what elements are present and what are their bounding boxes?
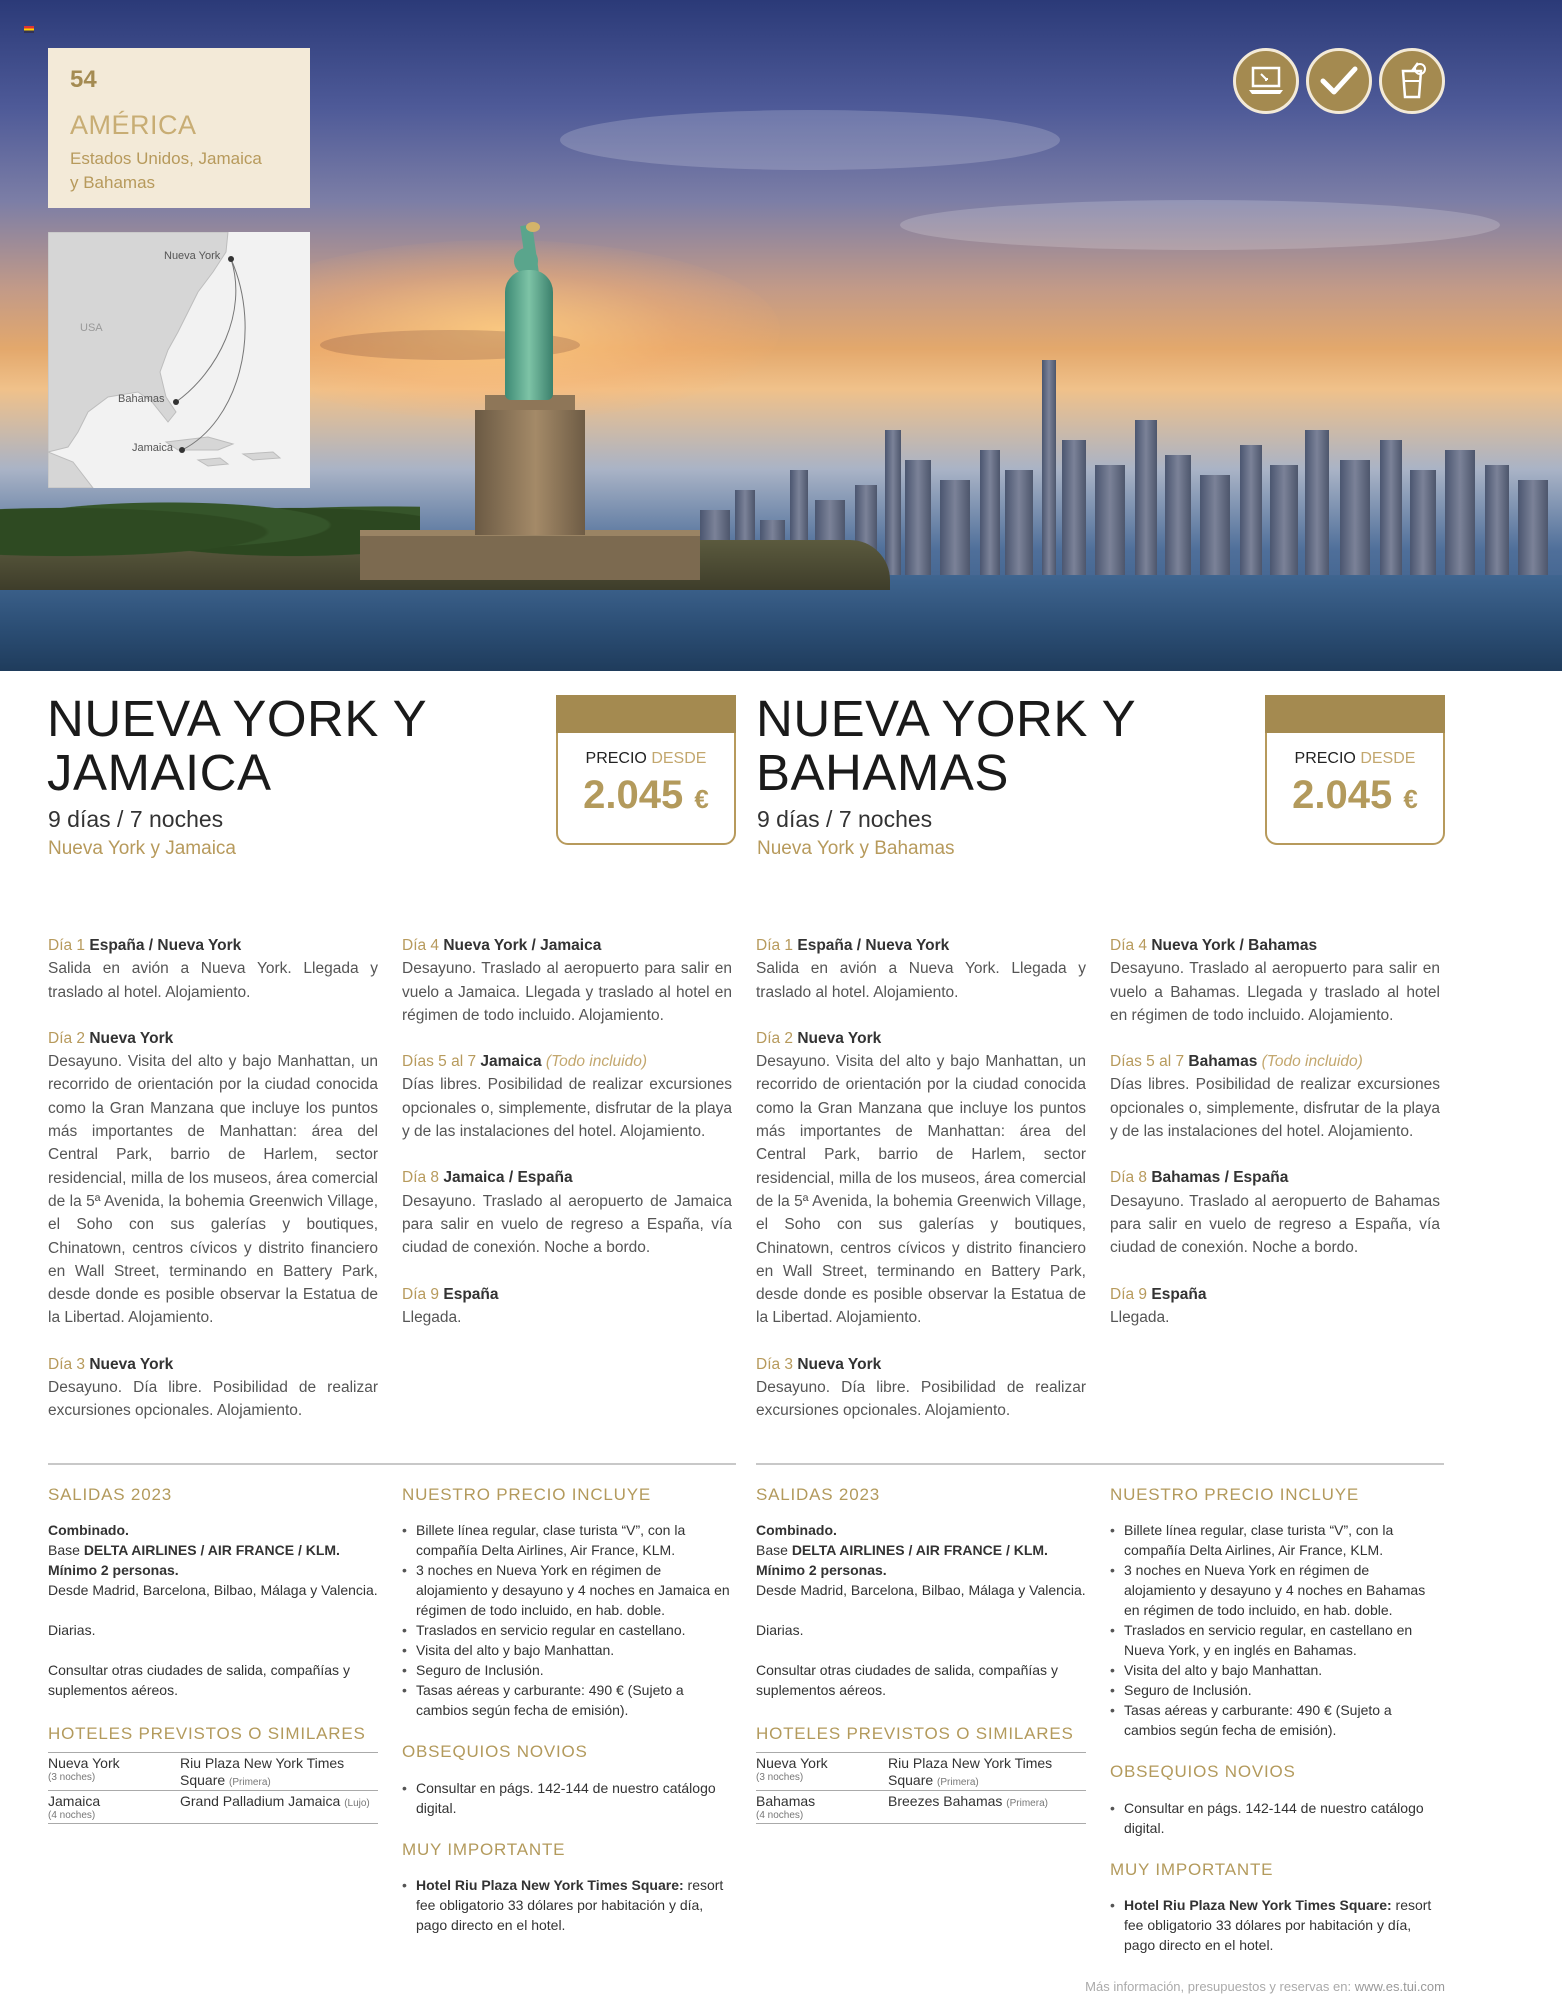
trees — [0, 490, 420, 560]
day-title: Nueva York / Bahamas — [1151, 937, 1318, 954]
day-number: Día 2 — [756, 1029, 798, 1047]
building — [1485, 465, 1509, 580]
trip1-duration: 9 días / 7 noches — [48, 806, 224, 832]
day-text: Desayuno. Día libre. Posibilidad de realizar excursiones opcionales. Alojamiento. — [756, 1379, 1086, 1420]
day-number: Día 3 — [756, 1355, 798, 1373]
day-number: Día 8 — [402, 1169, 444, 1187]
incluye-list — [402, 1520, 732, 1720]
price-value: 2.045 — [1292, 773, 1393, 817]
day-heading — [756, 1027, 1086, 1050]
trip2-incluye — [1110, 1483, 1440, 1955]
day-text: Desayuno. Traslado al aeropuerto para salir en vuelo a Bahamas. Llegada y traslado al hotel en régimen de todo incluido. Alojamiento. — [1110, 960, 1440, 1024]
itinerary-day — [402, 934, 732, 1027]
day-text: Desayuno. Visita del alto y bajo Manhattan, un recorrido de orientación por la ciudad conocida como la Gran Manzana que incluye los puntos más importantes de Manhattan: área del Central Park, barrio de Harlem, sector residencial, milla de los museos, área comercial de la 5ª Avenida, la bohemia Greenwich Village, el Soho con sus galerías y boutiques, Chinatown, centros cívicos y distrito financiero en Wall Street, terminando en Battery Park, desde donde es posible observar la Estatua de la Libertad. Alojamiento. — [756, 1053, 1086, 1327]
hoteles-heading: HOTELES PREVISTOS O SIMILARES — [756, 1724, 1074, 1744]
flag-icon — [24, 26, 34, 33]
itinerary-day — [756, 1353, 1086, 1423]
hotel-city: Bahamas (4 noches) — [756, 1790, 888, 1823]
building — [1305, 430, 1329, 580]
day-title: Nueva York / Jamaica — [443, 937, 602, 954]
divider — [756, 1463, 1444, 1465]
day-text: Desayuno. Traslado al aeropuerto de Jamaica para salir en vuelo de regreso a España, vía ciudad de conexión. Noche a bordo. — [402, 1192, 732, 1257]
building — [1270, 465, 1298, 580]
building — [1518, 480, 1548, 580]
cocktail-icon — [1379, 48, 1445, 114]
importante-heading: MUY IMPORTANTE — [1110, 1859, 1274, 1879]
day-heading — [1110, 1283, 1440, 1306]
hotel-name: Breezes Bahamas (Primera) — [888, 1790, 1086, 1823]
day-heading — [402, 1283, 732, 1306]
table-row — [48, 1752, 378, 1790]
trip1-incluye — [402, 1483, 732, 1935]
day-text: Salida en avión a Nueva York. Llegada y traslado al hotel. Alojamiento. — [48, 960, 378, 1001]
price-desde: DESDE — [651, 750, 707, 767]
list-item: • Traslados en servicio regular, en castellano en Nueva York, y en inglés en Bahamas. — [1110, 1620, 1440, 1660]
statue-torch — [526, 222, 540, 232]
itinerary-day — [402, 1050, 732, 1143]
day-heading — [756, 934, 1086, 957]
divider — [48, 1463, 736, 1465]
day-text: Salida en avión a Nueva York. Llegada y traslado al hotel. Alojamiento. — [756, 960, 1086, 1001]
footer-link[interactable]: www.es.tui.com — [1354, 1979, 1445, 1994]
hotel-name: Riu Plaza New York Times Square (Primera) — [888, 1752, 1086, 1790]
trip1-title: NUEVA YORK Y JAMAICA — [47, 690, 428, 801]
trip2-itinerary-col2 — [1110, 934, 1440, 1352]
itinerary-day — [1110, 1283, 1440, 1330]
day-number: Días 5 al 7 — [402, 1053, 481, 1071]
itinerary-day — [48, 1027, 378, 1330]
incluye-list — [1110, 1520, 1440, 1740]
day-number: Día 8 — [1110, 1169, 1152, 1187]
itinerary-day — [402, 1166, 732, 1259]
day-title: Bahamas / España — [1151, 1169, 1289, 1187]
day-heading — [1110, 934, 1440, 957]
day-number: Día 2 — [48, 1029, 90, 1047]
list-item: • Traslados en servicio regular en castellano. — [402, 1620, 732, 1640]
list-item: • Seguro de Inclusión. — [1110, 1680, 1440, 1700]
table-row — [756, 1752, 1086, 1790]
itinerary-day — [402, 1283, 732, 1330]
trip2-itinerary-col1 — [756, 934, 1086, 1446]
day-heading — [756, 1353, 1086, 1376]
table-row — [48, 1790, 378, 1823]
building — [1095, 465, 1125, 580]
day-number: Día 1 — [48, 937, 90, 954]
page-number: 54 — [70, 66, 97, 93]
building — [905, 460, 931, 580]
map-label-bahamas: Bahamas — [118, 393, 165, 405]
itinerary-day — [1110, 934, 1440, 1027]
day-text: Llegada. — [402, 1308, 462, 1326]
list-item: • Tasas aéreas y carburante: 490 € (Sujeto a cambios según fecha de emisión). — [402, 1680, 732, 1720]
day-heading — [402, 1166, 732, 1189]
obsequios-list — [1110, 1798, 1440, 1838]
price-currency: € — [694, 784, 709, 814]
building — [1165, 455, 1191, 580]
subregion: Estados Unidos, Jamaica y Bahamas — [70, 149, 262, 192]
importante-list: • Hotel Riu Plaza New York Times Square: resort fee obligatorio 33 dólares por habitación y día, pago directo en el hotel. — [1110, 1895, 1440, 1955]
hotel-city: Nueva York (3 noches) — [48, 1752, 180, 1790]
list-item: • 3 noches en Nueva York en régimen de alojamiento y desayuno y 4 noches en Jamaica en régimen de todo incluido, en hab. doble. — [402, 1560, 732, 1620]
check-icon — [1306, 48, 1372, 114]
day-number: Día 1 — [756, 937, 798, 954]
trip2-salidas: SALIDAS 2023 Combinado. Base DELTA AIRLINES / AIR FRANCE / KLM. Mínimo 2 personas. Desde Madrid, Barcelona, Bilbao, Málaga y Valencia. Diarias. Consultar otras ciudades de salida, compañías y suplementos aéreos. HOTELES PREVISTOS O SIMILARES Nueva York (3 noches) Riu Plaza New York Times Square (Primera) Bahamas (4 noches) Breezes Bahamas (Primera) — [756, 1483, 1086, 1824]
obsequios-list — [402, 1778, 732, 1818]
price-label: PRECIO — [1294, 750, 1356, 767]
laptop-icon — [1233, 48, 1299, 114]
day-title: Bahamas — [1188, 1053, 1258, 1071]
day-text: Desayuno. Traslado al aeropuerto de Bahamas para salir en vuelo de regreso a España, vía ciudad de conexión. Noche a bordo. — [1110, 1192, 1440, 1257]
obsequios-heading: OBSEQUIOS NOVIOS — [1110, 1762, 1296, 1782]
table-row — [756, 1790, 1086, 1823]
hoteles-heading: HOTELES PREVISTOS O SIMILARES — [48, 1724, 366, 1744]
building — [1445, 450, 1475, 580]
trip1-price-box — [556, 695, 736, 845]
trip2-hotels-table — [756, 1752, 1086, 1824]
day-note: (Todo incluido) — [1257, 1053, 1363, 1071]
day-heading — [48, 1353, 378, 1376]
day-number: Día 4 — [1110, 937, 1152, 954]
map-label-newyork: Nueva York — [164, 250, 221, 262]
price-label: PRECIO — [585, 750, 647, 767]
page-header-box — [48, 48, 310, 208]
day-title: Jamaica / España — [443, 1169, 573, 1187]
list-item: • Consultar en págs. 142-144 de nuestro catálogo digital. — [402, 1778, 732, 1818]
salidas-heading: SALIDAS 2023 — [756, 1485, 880, 1504]
day-title: Jamaica — [480, 1053, 542, 1071]
cloud — [900, 200, 1500, 250]
day-title: Nueva York — [89, 1029, 174, 1047]
fort-base — [360, 530, 700, 580]
hotel-name: Grand Palladium Jamaica (Lujo) — [180, 1790, 378, 1823]
price-value: 2.045 — [583, 773, 684, 817]
day-title: Nueva York — [89, 1355, 174, 1373]
itinerary-day — [756, 934, 1086, 1004]
day-number: Días 5 al 7 — [1110, 1053, 1189, 1071]
list-item: • Visita del alto y bajo Manhattan. — [1110, 1660, 1440, 1680]
trip2-title: NUEVA YORK Y BAHAMAS — [756, 690, 1137, 801]
map-label-usa: USA — [80, 322, 103, 334]
day-title: España — [443, 1285, 499, 1303]
day-title: España / Nueva York — [89, 937, 242, 954]
day-title: Nueva York — [797, 1029, 882, 1047]
list-item: • Consultar en págs. 142-144 de nuestro catálogo digital. — [1110, 1798, 1440, 1838]
day-number: Día 4 — [402, 937, 444, 954]
statue-of-liberty — [505, 270, 553, 400]
building — [940, 480, 970, 580]
building — [885, 430, 901, 580]
day-note: (Todo incluido) — [541, 1053, 648, 1071]
trip2-duration: 9 días / 7 noches — [757, 806, 933, 832]
day-heading — [48, 1027, 378, 1050]
building — [1340, 460, 1370, 580]
building — [1380, 440, 1402, 580]
incluye-heading: NUESTRO PRECIO INCLUYE — [1110, 1485, 1360, 1504]
building — [1200, 475, 1230, 580]
incluye-heading: NUESTRO PRECIO INCLUYE — [402, 1485, 652, 1504]
obsequios-heading: OBSEQUIOS NOVIOS — [402, 1742, 588, 1762]
day-text: Desayuno. Visita del alto y bajo Manhattan, un recorrido de orientación por la ciudad conocida como la Gran Manzana que incluye los puntos más importantes de Manhattan: área del Central Park, barrio de Harlem, sector residencial, milla de los museos, área comercial de la 5ª Avenida, la bohemia Greenwich Village, el Soho con sus galerías y boutiques, Chinatown, centros cívicos y distrito financiero en Wall Street, terminando en Battery Park, desde donde es posible observar la Estatua de la Libertad. Alojamiento. — [48, 1053, 378, 1327]
list-item: • Tasas aéreas y carburante: 490 € (Sujeto a cambios según fecha de emisión). — [1110, 1700, 1440, 1740]
footer: Más información, presupuestos y reservas en: www.es.tui.com — [1085, 1979, 1445, 1994]
day-number: Día 9 — [1110, 1285, 1152, 1303]
hotel-city: Jamaica (4 noches) — [48, 1790, 180, 1823]
building — [1005, 470, 1033, 580]
itinerary-day — [48, 1353, 378, 1423]
day-heading — [402, 1050, 732, 1073]
price-desde: DESDE — [1360, 750, 1416, 767]
building — [980, 450, 1000, 580]
day-heading — [1110, 1050, 1440, 1073]
region-title: AMÉRICA — [70, 110, 197, 140]
day-title: Nueva York — [797, 1355, 882, 1373]
day-number: Día 3 — [48, 1355, 90, 1373]
building — [1240, 445, 1262, 580]
day-text: Desayuno. Día libre. Posibilidad de realizar excursiones opcionales. Alojamiento. — [48, 1379, 378, 1420]
list-item: • Billete línea regular, clase turista “V”, con la compañía Delta Airlines, Air France, KLM. — [1110, 1520, 1440, 1560]
price-currency: € — [1403, 784, 1418, 814]
building — [1410, 470, 1436, 580]
importante-list: • Hotel Riu Plaza New York Times Square: resort fee obligatorio 33 dólares por habitación y día, pago directo en el hotel. — [402, 1875, 732, 1935]
trip1-itinerary-col2 — [402, 934, 732, 1352]
building — [1135, 420, 1157, 580]
itinerary-day — [48, 934, 378, 1004]
salidas-heading: SALIDAS 2023 — [48, 1485, 172, 1504]
day-number: Día 9 — [402, 1285, 444, 1303]
day-heading — [402, 934, 732, 957]
importante-heading: MUY IMPORTANTE — [402, 1839, 566, 1859]
map-label-jamaica: Jamaica — [132, 442, 173, 454]
trip1-salidas: SALIDAS 2023 Combinado. Base DELTA AIRLINES / AIR FRANCE / KLM. Mínimo 2 personas. Desde Madrid, Barcelona, Bilbao, Málaga y Valencia. Diarias. Consultar otras ciudades de salida, compañías y suplementos aéreos. HOTELES PREVISTOS O SIMILARES Nueva York (3 noches) Riu Plaza New York Times Square (Primera) Jamaica (4 noches) Grand Palladium Jamaica (Lujo) — [48, 1483, 378, 1824]
statue-pedestal — [475, 410, 585, 535]
itinerary-day — [1110, 1166, 1440, 1259]
day-title: España — [1151, 1285, 1207, 1303]
building — [1042, 360, 1056, 580]
cloud — [560, 110, 1060, 170]
trip2-price-box — [1265, 695, 1445, 845]
day-heading — [1110, 1166, 1440, 1189]
itinerary-day — [1110, 1050, 1440, 1143]
day-title: España / Nueva York — [797, 937, 950, 954]
day-text: Llegada. — [1110, 1308, 1170, 1326]
list-item: • Billete línea regular, clase turista “V”, con la compañía Delta Airlines, Air France, KLM. — [402, 1520, 732, 1560]
day-heading — [48, 934, 378, 957]
list-item: • Seguro de Inclusión. — [402, 1660, 732, 1680]
list-item: • Visita del alto y bajo Manhattan. — [402, 1640, 732, 1660]
building — [1062, 440, 1086, 580]
day-text: Días libres. Posibilidad de realizar excursiones opcionales o, simplemente, disfrutar de la playa y de las instalaciones del hotel. Alojamiento. — [402, 1076, 732, 1141]
trip1-hotels-table — [48, 1752, 378, 1824]
trip1-route: Nueva York y Jamaica — [48, 838, 236, 859]
route-map-graphic — [48, 232, 310, 488]
hotel-city: Nueva York (3 noches) — [756, 1752, 888, 1790]
list-item: • 3 noches en Nueva York en régimen de alojamiento y desayuno y 4 noches en Bahamas en régimen de todo incluido, en hab. doble. — [1110, 1560, 1440, 1620]
trip2-route: Nueva York y Bahamas — [757, 838, 955, 859]
day-text: Días libres. Posibilidad de realizar excursiones opcionales o, simplemente, disfrutar de la playa y de las instalaciones del hotel. Alojamiento. — [1110, 1076, 1440, 1141]
itinerary-day — [756, 1027, 1086, 1330]
hotel-name: Riu Plaza New York Times Square (Primera) — [180, 1752, 378, 1790]
trip1-itinerary-col1 — [48, 934, 378, 1446]
day-text: Desayuno. Traslado al aeropuerto para salir en vuelo a Jamaica. Llegada y traslado al hotel en régimen de todo incluido. Alojamiento. — [402, 960, 732, 1024]
route-map — [48, 232, 310, 488]
